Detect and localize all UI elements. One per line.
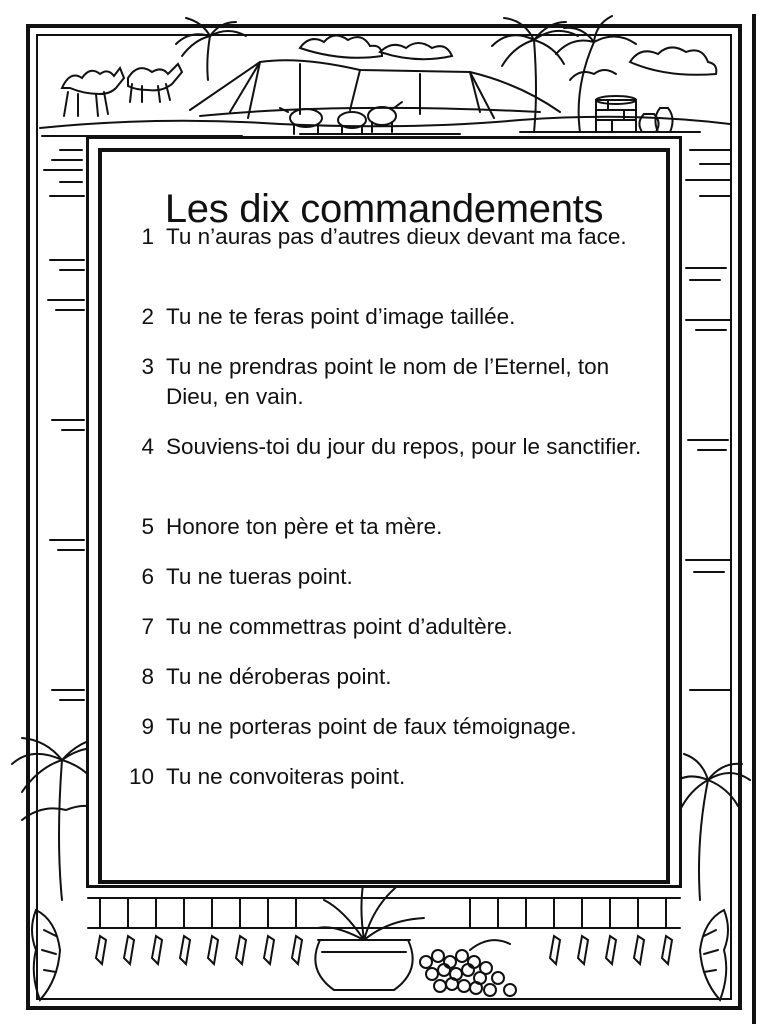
list-item bbox=[98, 662, 670, 692]
item-number: 4 bbox=[141, 434, 154, 459]
list-item bbox=[98, 712, 670, 742]
page-title: Les dix commandements bbox=[164, 186, 604, 231]
list-item bbox=[98, 222, 670, 272]
item-text: Tu ne déroberas point. bbox=[166, 664, 392, 689]
item-number: 7 bbox=[141, 614, 154, 639]
item-text: Honore ton père et ta mère. bbox=[166, 514, 443, 539]
grapes-icon bbox=[420, 940, 516, 996]
list-item bbox=[98, 562, 670, 592]
fringe-border bbox=[88, 898, 680, 964]
list-item bbox=[98, 302, 670, 332]
list-item bbox=[98, 762, 670, 792]
item-text: Tu ne convoiteras point. bbox=[166, 764, 406, 789]
item-number: 5 bbox=[141, 514, 154, 539]
item-text: Tu n’auras pas d’autres dieux devant ma face. bbox=[166, 224, 627, 249]
item-number: 10 bbox=[128, 764, 154, 789]
tent-icon bbox=[190, 60, 560, 118]
item-number: 1 bbox=[141, 224, 154, 249]
palm-tree-icon bbox=[176, 16, 636, 132]
item-number: 8 bbox=[141, 664, 154, 689]
list-item bbox=[98, 512, 670, 542]
list-item bbox=[98, 352, 670, 412]
item-number: 2 bbox=[141, 304, 154, 329]
list-item bbox=[98, 612, 670, 642]
item-text: Tu ne prendras point le nom de l’Eternel, ton Dieu, en vain. bbox=[166, 354, 610, 409]
item-number: 6 bbox=[141, 564, 154, 589]
item-text: Tu ne commettras point d’adultère. bbox=[166, 614, 513, 639]
item-text: Tu ne tueras point. bbox=[166, 564, 353, 589]
commandments-list bbox=[98, 222, 670, 792]
plant-pot-icon bbox=[315, 870, 424, 990]
sheep-icon bbox=[280, 102, 402, 134]
camel-icon bbox=[62, 64, 182, 116]
list-item bbox=[98, 432, 670, 492]
item-text: Tu ne te feras point d’image taillée. bbox=[166, 304, 516, 329]
jar-icon bbox=[639, 108, 672, 132]
well-icon bbox=[596, 96, 636, 132]
item-text: Tu ne porteras point de faux témoignage. bbox=[166, 714, 577, 739]
item-number: 9 bbox=[141, 714, 154, 739]
bird-icon bbox=[32, 910, 728, 1000]
item-number: 3 bbox=[141, 354, 154, 379]
item-text: Souviens-toi du jour du repos, pour le sanctifier. bbox=[166, 434, 642, 459]
